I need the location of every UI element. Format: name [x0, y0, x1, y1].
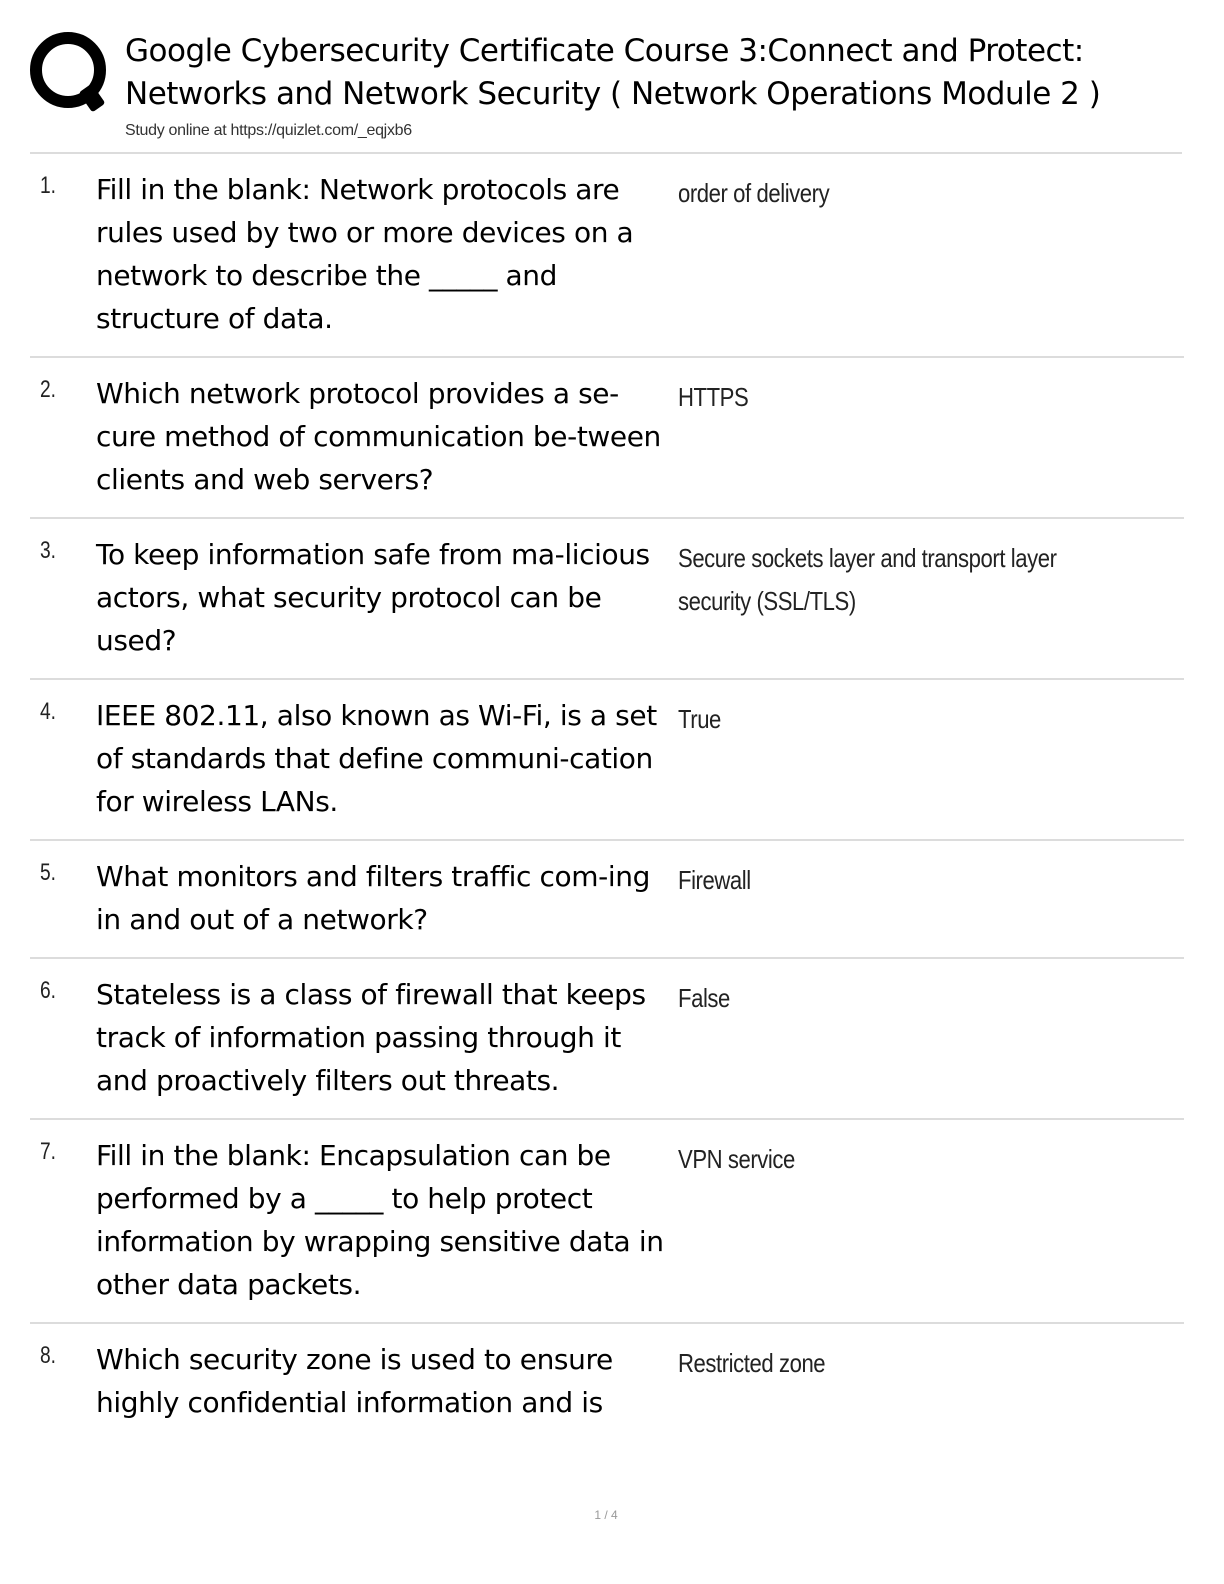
card-term: Which network protocol provides a se-cure method of communication be-tween clients and web servers?: [96, 377, 661, 496]
card-definition: Firewall: [678, 865, 751, 895]
page-number: 1 / 4: [594, 1508, 618, 1522]
card-definition: HTTPS: [678, 382, 749, 412]
flashcard-list: [30, 154, 1184, 1440]
card-definition: False: [678, 983, 730, 1013]
study-online-link[interactable]: Study online at https://quizlet.com/_eqjxb6: [125, 122, 412, 139]
card-number: 3.: [40, 537, 57, 564]
card-number: 1.: [40, 172, 57, 199]
flashcard-row: [30, 519, 1184, 680]
flashcard-row: [30, 1120, 1184, 1324]
page-title: Google Cybersecurity Certificate Course 3:Connect and Protect: Networks and Network Security ( Network Operations Module 2 ): [125, 33, 1101, 112]
flashcard-row: [30, 959, 1184, 1120]
card-number: 7.: [40, 1138, 57, 1165]
card-number: 5.: [40, 859, 57, 886]
card-definition: VPN service: [678, 1144, 795, 1174]
card-definition: order of delivery: [678, 178, 830, 208]
card-term: IEEE 802.11, also known as Wi-Fi, is a set of standards that define communi-cation for wireless LANs.: [96, 699, 657, 818]
flashcard-row: [30, 1324, 1184, 1440]
card-definition: True: [678, 704, 721, 734]
flashcard-row: [30, 680, 1184, 841]
card-term: Fill in the blank: Network protocols are rules used by two or more devices on a network to describe the _____ and structure of data.: [96, 173, 634, 335]
card-definition: Restricted zone: [678, 1348, 826, 1378]
card-term: Fill in the blank: Encapsulation can be performed by a _____ to help protect information by wrapping sensitive data in other data packets.: [96, 1139, 664, 1301]
flashcard-row: [30, 841, 1184, 959]
card-term: To keep information safe from ma-licious actors, what security protocol can be used?: [96, 538, 650, 657]
card-number: 8.: [40, 1342, 57, 1369]
card-term: Stateless is a class of firewall that keeps track of information passing through it and proactively filters out threats.: [96, 978, 646, 1097]
card-number: 4.: [40, 698, 57, 725]
card-number: 6.: [40, 977, 57, 1004]
card-term: What monitors and filters traffic com-ing in and out of a network?: [96, 860, 650, 936]
card-definition: Secure sockets layer and transport layer security (SSL/TLS): [678, 543, 1057, 616]
document-header: [30, 28, 1220, 153]
card-term: Which security zone is used to ensure highly confidential information and is: [96, 1343, 613, 1419]
flashcard-row: [30, 154, 1184, 358]
flashcard-row: [30, 358, 1184, 519]
quizlet-logo-icon: [30, 32, 106, 108]
card-number: 2.: [40, 376, 57, 403]
